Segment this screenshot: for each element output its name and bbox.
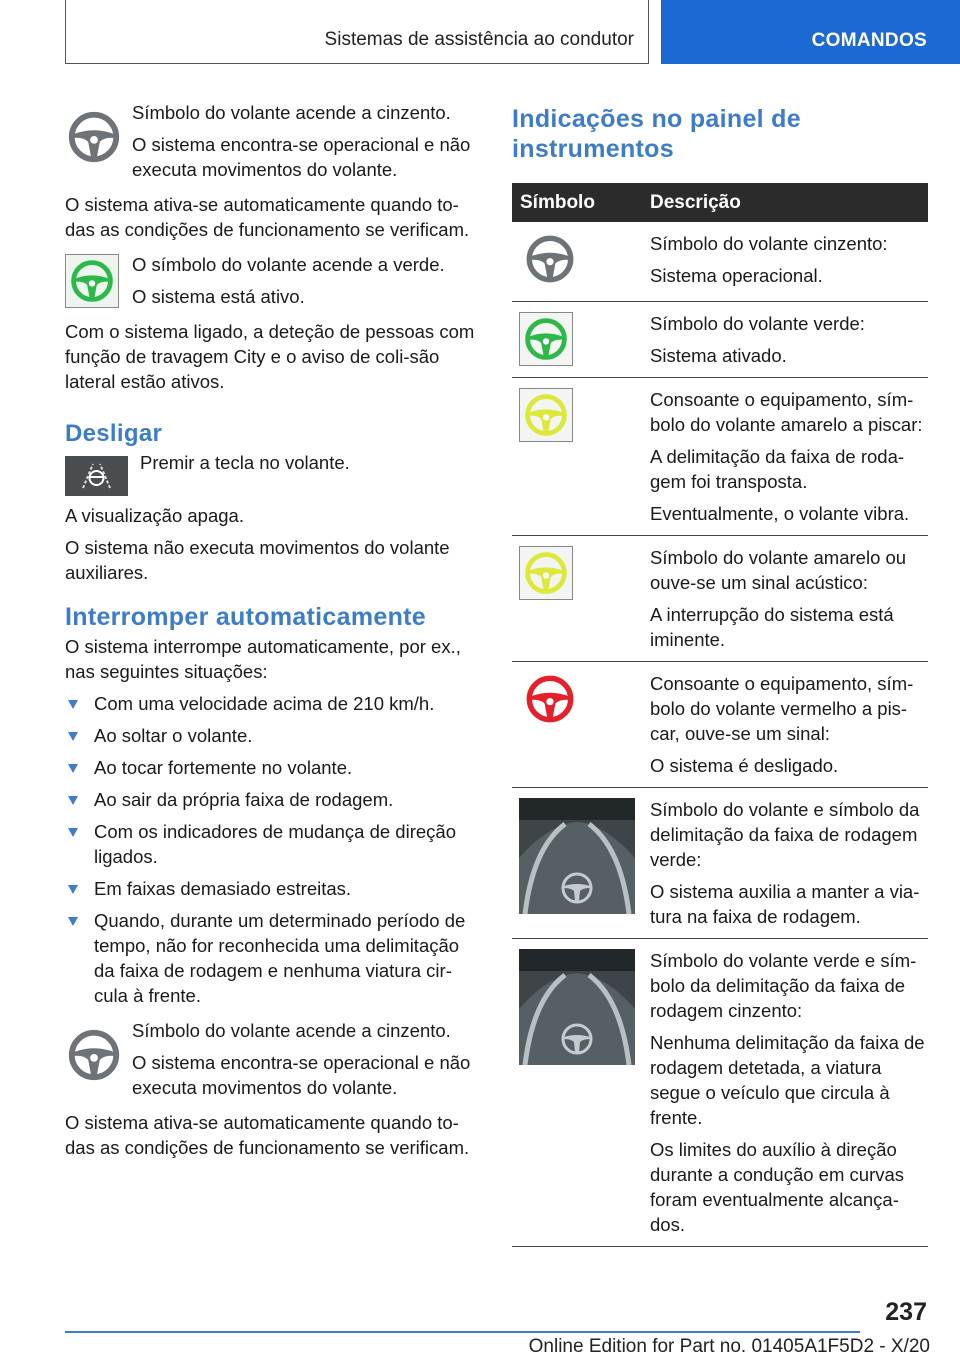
description-line: O sistema auxilia a manter a via-tura na faixa de rodagem. — [650, 881, 920, 927]
col-header-symbol: Símbolo — [512, 183, 650, 222]
description-cell — [650, 662, 928, 788]
table-row — [512, 536, 928, 662]
steering-button-image — [65, 456, 128, 496]
description-line: Símbolo do volante verde e sím-bolo da delimitação da faixa de rodagem cinzento: — [650, 950, 917, 1021]
symbol-cell — [512, 378, 650, 536]
paragraph: O sistema encontra-se operacional e não executa movimentos do volante. — [132, 1052, 471, 1098]
heading-interromper: Interromper automaticamente — [65, 603, 426, 631]
page-header — [0, 0, 960, 66]
paragraph: O sistema não executa movimentos do volante auxiliares. — [65, 537, 450, 583]
right-column — [512, 104, 928, 1247]
paragraph: Premir a tecla no volante. — [140, 452, 350, 473]
steering-wheel-red-icon — [523, 672, 577, 726]
description-cell — [650, 536, 928, 662]
green-wheel-note — [65, 252, 480, 309]
gray-wheel-note-2 — [65, 1018, 480, 1100]
list-item: Ao sair da própria faixa de rodagem. — [65, 787, 480, 812]
heading-desligar: Desligar — [65, 420, 163, 447]
description-cell — [650, 222, 928, 302]
symbol-cell — [512, 788, 650, 939]
symbol-cell — [512, 302, 650, 378]
symbol-frame — [519, 388, 573, 442]
table-row — [512, 788, 928, 939]
paragraph: Símbolo do volante acende a cinzento. — [132, 1020, 451, 1041]
triangle-bullet-icon — [68, 885, 78, 894]
table-row — [512, 302, 928, 378]
lane-assist-button-icon — [65, 456, 128, 496]
description-line: A interrupção do sistema está iminente. — [650, 604, 894, 650]
steering-wheel-yellow-icon — [522, 391, 570, 439]
description-cell — [650, 378, 928, 536]
steering-wheel-yellow-icon — [522, 549, 570, 597]
col-header-description: Descrição — [650, 183, 928, 222]
paragraph: O sistema interrompe automaticamente, por ex., nas seguintes situações: — [65, 636, 461, 682]
description-cell — [650, 788, 928, 939]
description-line: Consoante o equipamento, sím-bolo do volante amarelo a piscar: — [650, 389, 923, 435]
paragraph: O sistema está ativo. — [132, 286, 305, 307]
steering-wheel-green-icon — [68, 257, 116, 305]
triangle-bullet-icon — [68, 828, 78, 837]
chapter-tab[interactable] — [661, 0, 960, 64]
section-title-box — [65, 0, 649, 64]
chapter-tab-label: COMANDOS — [811, 30, 927, 51]
steering-wheel-gray-icon — [523, 232, 577, 286]
table-row — [512, 662, 928, 788]
description-line: O sistema é desligado. — [650, 755, 839, 776]
table-header-row — [512, 183, 928, 222]
symbol-cell — [512, 662, 650, 788]
symbol-cell — [512, 536, 650, 662]
symbol-cell — [512, 939, 650, 1247]
description-cell — [650, 302, 928, 378]
table-row — [512, 378, 928, 536]
paragraph: Símbolo do volante acende a cinzento. — [132, 102, 451, 123]
description-line: Eventualmente, o volante vibra. — [650, 503, 910, 524]
description-line: Símbolo do volante e símbolo da delimitação da faixa de rodagem verde: — [650, 799, 920, 870]
symbol-frame — [519, 546, 573, 600]
steering-wheel-gray-icon — [65, 108, 123, 166]
description-line: A delimitação da faixa de roda-gem foi transposta. — [650, 446, 905, 492]
paragraph: A visualização apaga. — [65, 505, 244, 526]
paragraph: O sistema encontra-se operacional e não executa movimentos do volante. — [132, 134, 471, 180]
lane-display-green-icon — [519, 798, 635, 914]
footer-rule — [65, 1331, 860, 1333]
list-item: Ao soltar o volante. — [65, 723, 480, 748]
triangle-bullet-icon — [68, 796, 78, 805]
paragraph: O símbolo do volante acende a verde. — [132, 254, 445, 275]
indicator-table — [512, 183, 928, 1247]
description-line: Símbolo do volante cinzento: — [650, 233, 888, 254]
page-number: 237 — [885, 1298, 927, 1326]
list-item: Com os indicadores de mudança de direção ligados. — [65, 819, 480, 869]
left-column — [65, 100, 480, 1167]
paragraph: O sistema ativa-se automaticamente quando to-das as condições de funcionamento se verificam. — [65, 194, 470, 240]
edition-note: Online Edition for Part no. 01405A1F5D2 - X/20 — [528, 1336, 930, 1357]
description-line: Símbolo do volante verde: — [650, 313, 865, 334]
paragraph: Com o sistema ligado, a deteção de pessoas com função de travagem City e o aviso de coli-são lateral estão ativos. — [65, 321, 475, 392]
green-wheel-frame — [65, 254, 119, 308]
section-heading: Indicações no painel de instrumentos — [512, 105, 801, 163]
description-line: Sistema operacional. — [650, 265, 823, 286]
steering-wheel-gray-icon — [65, 1026, 123, 1084]
description-cell — [650, 939, 928, 1247]
steering-wheel-green-icon — [522, 315, 570, 363]
list-item: Ao tocar fortemente no volante. — [65, 755, 480, 780]
list-item: Em faixas demasiado estreitas. — [65, 876, 480, 901]
gray-wheel-note — [65, 100, 480, 182]
triangle-bullet-icon — [68, 732, 78, 741]
list-item: Quando, durante um determinado período de tempo, não for reconhecida uma delimitação da faixa de rodagem e nenhuma viatura cir-cula à frente. — [65, 908, 480, 1008]
triangle-bullet-icon — [68, 700, 78, 709]
section-title: Sistemas de assistência ao condutor — [324, 29, 634, 50]
triangle-bullet-icon — [68, 917, 78, 926]
table-row — [512, 939, 928, 1247]
situations-list — [65, 691, 480, 1008]
description-line: Sistema ativado. — [650, 345, 787, 366]
description-line: Símbolo do volante amarelo ou ouve-se um sinal acústico: — [650, 547, 907, 593]
description-line: Nenhuma delimitação da faixa de rodagem detetada, a viatura segue o veículo que circula à frente. — [650, 1032, 925, 1128]
description-line: Os limites do auxílio à direção durante a condução em curvas foram eventualmente alcança-dos. — [650, 1139, 905, 1235]
list-item: Com uma velocidade acima de 210 km/h. — [65, 691, 480, 716]
table-row — [512, 222, 928, 302]
lane-display-gray-icon — [519, 949, 635, 1065]
button-note — [65, 450, 480, 475]
symbol-frame — [519, 312, 573, 366]
symbol-cell — [512, 222, 650, 302]
paragraph: O sistema ativa-se automaticamente quando to-das as condições de funcionamento se verificam. — [65, 1112, 470, 1158]
triangle-bullet-icon — [68, 764, 78, 773]
description-line: Consoante o equipamento, sím-bolo do volante vermelho a pis-car, ouve-se um sinal: — [650, 673, 914, 744]
